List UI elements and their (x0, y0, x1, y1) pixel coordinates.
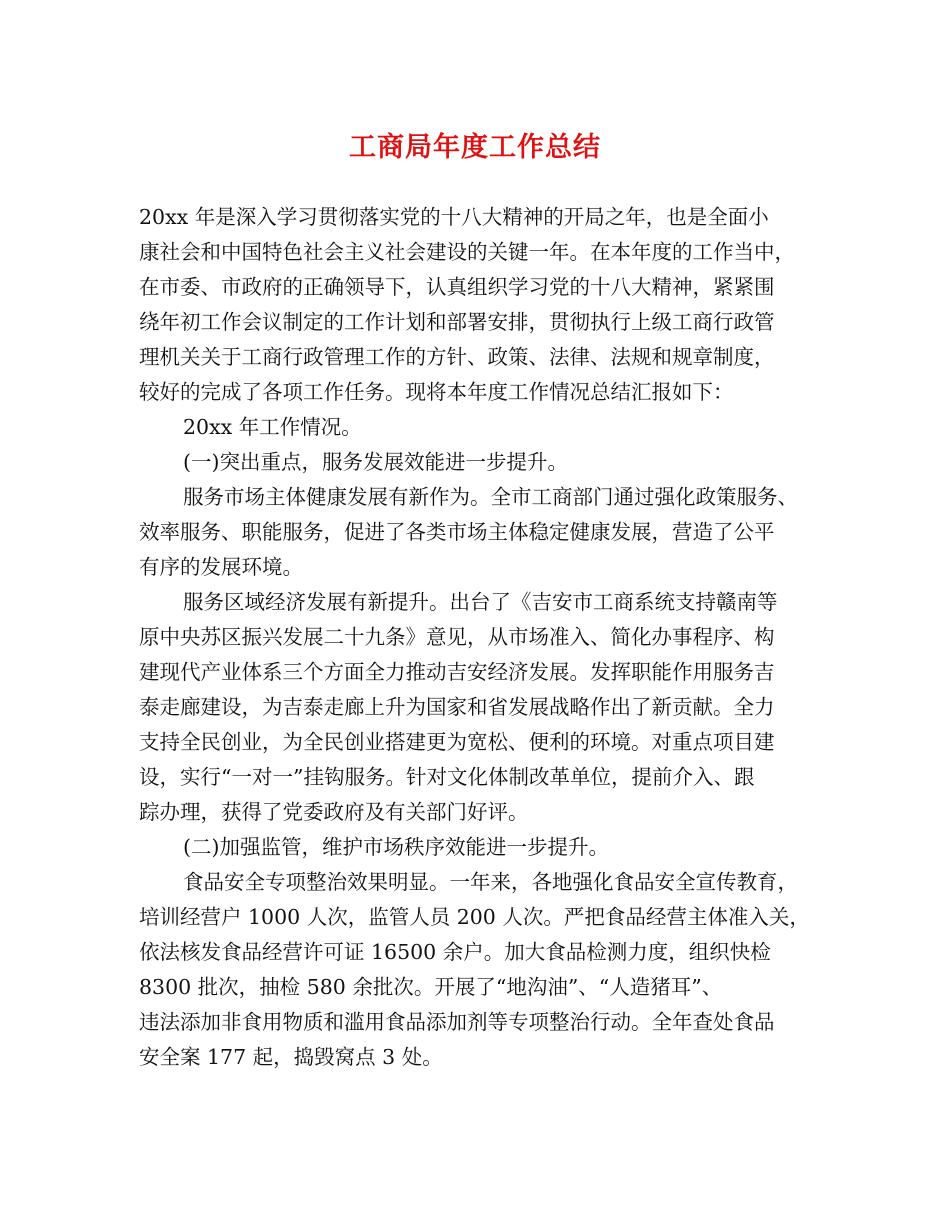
body-line: 理机关关于工商行政管理工作的方针、政策、法律、法规和规章制度， (139, 345, 775, 369)
document-title: 工商局年度工作总结 (349, 132, 601, 163)
body-line: 绕年初工作会议制定的工作计划和部署安排，贯彻执行上级工商行政管 (139, 310, 775, 334)
body-line: 康社会和中国特色社会主义社会建设的关键一年。在本年度的工作当中， (139, 240, 795, 264)
body-line: 食品安全专项整治效果明显。一年来，各地强化食品安全宣传教育， (183, 870, 798, 894)
body-line: (一)突出重点，服务发展效能进一步提升。 (183, 450, 568, 474)
body-line: 20xx 年是深入学习贯彻落实党的十八大精神的开局之年，也是全面小 (139, 205, 769, 229)
body-line: 依法核发食品经营许可证 16500 余户。加大食品检测力度，组织快检 (139, 940, 771, 964)
body-line: 建现代产业体系三个方面全力推动吉安经济发展。发挥职能作用服务吉 (139, 660, 775, 684)
body-line: 踪办理，获得了党委政府及有关部门好评。 (139, 800, 529, 824)
body-line: 安全案 177 起，捣毁窝点 3 处。 (139, 1045, 443, 1069)
body-line: 服务区域经济发展有新提升。出台了《吉安市工商系统支持赣南等 (183, 590, 778, 614)
body-line: 8300 批次，抽检 580 余批次。开展了“地沟油”、“人造猪耳”、 (139, 975, 723, 999)
body-line: 效率服务、职能服务，促进了各类市场主体稳定健康发展，营造了公平 (139, 520, 775, 544)
body-line: 泰走廊建设，为吉泰走廊上升为国家和省发展战略作出了新贡献。全力 (139, 695, 775, 719)
body-line: 较好的完成了各项工作任务。现将本年度工作情况总结汇报如下： (139, 380, 734, 404)
body-line: 服务市场主体健康发展有新作为。全市工商部门通过强化政策服务、 (183, 485, 798, 509)
body-line: 原中央苏区振兴发展二十九条》意见，从市场准入、简化办事程序、构 (139, 625, 775, 649)
body-line: 在市委、市政府的正确领导下，认真组织学习党的十八大精神，紧紧围 (139, 275, 775, 299)
body-line: 有序的发展环境。 (139, 555, 303, 579)
body-line: 培训经营户 1000 人次，监管人员 200 人次。严把食品经营主体准入关， (139, 905, 810, 929)
body-line: 支持全民创业，为全民创业搭建更为宽松、便利的环境。对重点项目建 (139, 730, 775, 754)
body-line: 违法添加非食用物质和滥用食品添加剂等专项整治行动。全年查处食品 (139, 1010, 775, 1034)
body-line: 设，实行“一对一”挂钩服务。针对文化体制改革单位，提前介入、跟 (139, 765, 755, 789)
body-line: 20xx 年工作情况。 (183, 415, 362, 439)
document-body (139, 200, 829, 1075)
body-line: (二)加强监管，维护市场秩序效能进一步提升。 (183, 835, 609, 859)
